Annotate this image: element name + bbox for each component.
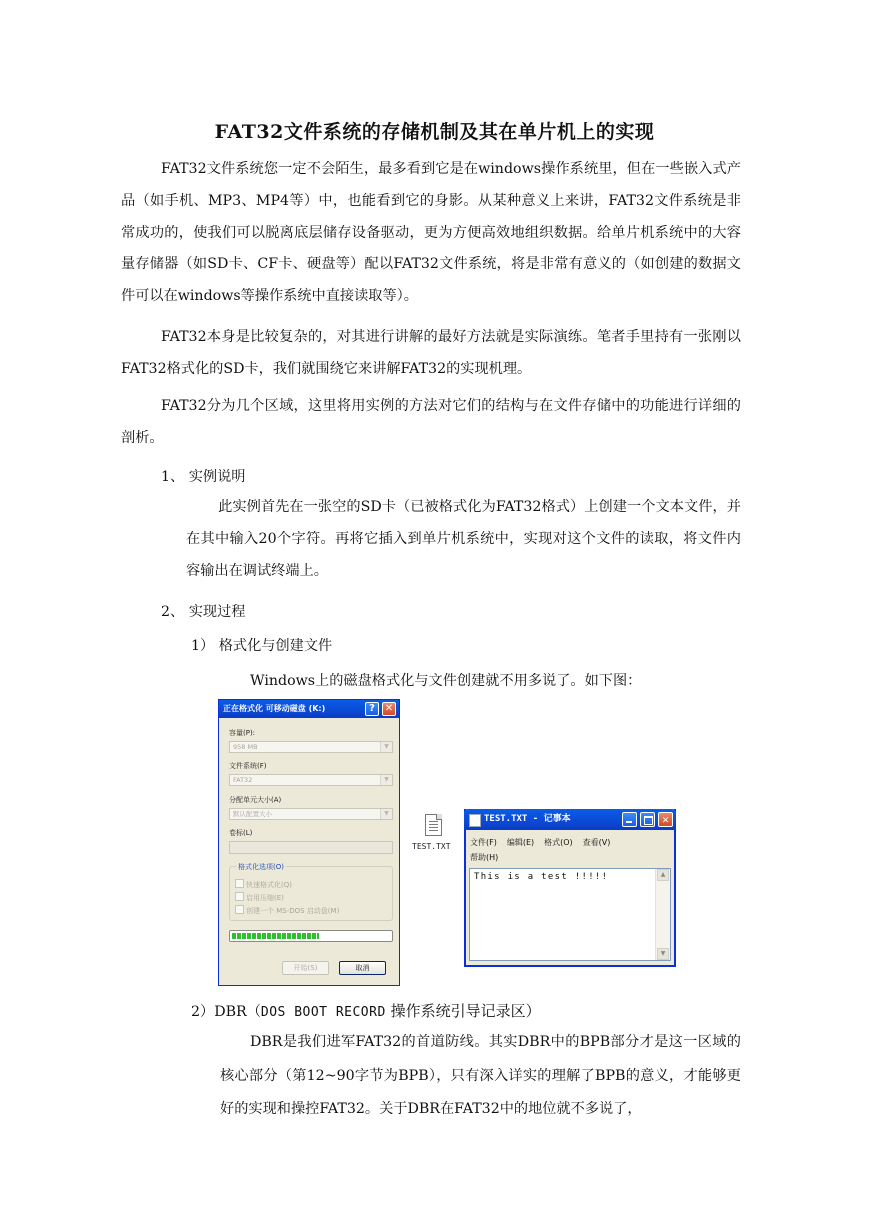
- paragraph-complexity: [121, 322, 741, 386]
- file-line: [429, 830, 438, 831]
- maximize-icon[interactable]: [640, 812, 655, 827]
- volume-label: 卷标(L): [229, 829, 253, 837]
- alloc-label: 分配单元大小(A): [229, 796, 282, 804]
- filesystem-value: FAT32: [233, 776, 253, 784]
- chevron-down-icon: ▼: [380, 742, 392, 752]
- section-1-body-text: 此实例首先在一张空的SD卡（已被格式化为FAT32格式）上创建一个文本文件，并在其中输入20个字符。再将它插入到单片机系统中，实现对这个文件的读取，将文件内容输出在调试终端上。: [186, 499, 741, 579]
- alloc-select[interactable]: [229, 808, 393, 820]
- filesystem-label: 文件系统(F): [229, 762, 267, 770]
- vertical-scrollbar[interactable]: [655, 869, 670, 960]
- menu-file[interactable]: 文件(F): [470, 838, 497, 847]
- subsection-format-body: Windows上的磁盘格式化与文件创建就不用多说了。如下图：: [250, 673, 642, 689]
- format-options-title: 格式化选项(O): [238, 863, 284, 871]
- section-1-body: [186, 492, 741, 587]
- format-options-group: [229, 863, 393, 921]
- menu-view[interactable]: 查看(V): [582, 838, 611, 847]
- notepad-app-icon: [469, 814, 481, 827]
- subsection-dbr-body: [220, 1026, 741, 1127]
- close-icon[interactable]: ✕: [658, 812, 673, 827]
- chevron-down-icon: ▼: [380, 775, 392, 785]
- capacity-select[interactable]: [229, 741, 393, 753]
- capacity-value: 958 MB: [233, 743, 258, 751]
- paragraph-intro: [121, 154, 741, 313]
- notepad-titlebar: [464, 809, 676, 830]
- menu-help[interactable]: 帮助(H): [470, 853, 499, 862]
- notepad-menubar: [470, 835, 670, 865]
- file-icon-label[interactable]: TEST.TXT: [412, 842, 451, 851]
- quick-format-checkbox[interactable]: [235, 879, 292, 890]
- format-progress-fill: [232, 933, 319, 939]
- start-button[interactable]: 开始(S): [282, 961, 329, 975]
- cancel-button[interactable]: 取消: [339, 961, 386, 975]
- volume-input[interactable]: [229, 841, 393, 854]
- file-line: [429, 821, 438, 822]
- msdos-startup-label: 创建一个 MS-DOS 启动盘(M): [246, 907, 340, 915]
- compression-label: 启用压缩(E): [246, 894, 284, 902]
- subsection-format-heading: 1） 格式化与创建文件: [191, 638, 333, 654]
- notepad-text-area[interactable]: [469, 868, 671, 961]
- dbr-heading-mono: DOS BOOT RECORD: [260, 1005, 386, 1020]
- close-icon[interactable]: ✕: [382, 702, 396, 716]
- file-line: [429, 824, 438, 825]
- format-dialog: [218, 699, 400, 986]
- notepad-title: TEST.TXT - 记事本: [484, 814, 571, 824]
- document-title: FAT32文件系统的存储机制及其在单片机上的实现: [214, 121, 655, 143]
- filesystem-select[interactable]: [229, 774, 393, 786]
- minimize-icon[interactable]: [622, 812, 637, 827]
- format-dialog-title: 正在格式化 可移动磁盘 (K:): [223, 704, 326, 713]
- text-file-icon[interactable]: [425, 814, 442, 836]
- notepad-content: This is a test !!!!!: [474, 872, 609, 882]
- file-fold-corner: [436, 814, 442, 820]
- scroll-up-icon[interactable]: ▲: [657, 869, 669, 881]
- help-icon[interactable]: ?: [365, 702, 379, 716]
- paragraph-intro-text: FAT32文件系统您一定不会陌生，最多看到它是在windows操作系统里，但在一些嵌入式产品（如手机、MP3、MP4等）中，也能看到它的身影。从某种意义上来讲，FAT32文件系统是非常成功的，使我们可以脱离底层储存设备驱动，更为方便高效地组织数据。给单片机系统中的大容量存储器（如SD卡、CF卡、硬盘等）配以FAT32文件系统，将是非常有意义的（如创建的数据文件可以在windows等操作系统中直接读取等）。: [121, 161, 741, 305]
- dbr-heading-prefix: 2）DBR（: [191, 1004, 261, 1020]
- dbr-body-text: DBR是我们进军FAT32的首道防线。其实DBR中的BPB部分才是这一区域的核心部分（第12~90字节为BPB），只有深入详实的理解了BPB的意义，才能够更好的实现和操控FAT32。关于DBR在FAT32中的地位就不多说了，: [220, 1034, 741, 1118]
- menu-format[interactable]: 格式(O): [544, 838, 573, 847]
- notepad-window: [464, 809, 676, 967]
- chevron-down-icon: ▼: [380, 809, 392, 819]
- subsection-dbr-heading: [191, 1000, 541, 1021]
- format-dialog-titlebar: [219, 700, 399, 718]
- format-progress-bar: [229, 930, 393, 942]
- file-line: [429, 827, 438, 828]
- paragraph-regions: [121, 391, 741, 455]
- dbr-heading-suffix: 操作系统引导记录区）: [385, 1002, 541, 1020]
- scroll-down-icon[interactable]: ▼: [657, 948, 669, 960]
- section-1-heading: 1、 实例说明: [161, 469, 246, 485]
- paragraph-regions-text: FAT32分为几个区域，这里将用实例的方法对它们的结构与在文件存储中的功能进行详细的剖析。: [121, 398, 741, 446]
- alloc-value: 默认配置大小: [233, 810, 272, 818]
- capacity-label: 容量(P):: [229, 729, 256, 737]
- compression-checkbox[interactable]: [235, 892, 284, 903]
- menu-edit[interactable]: 编辑(E): [506, 838, 535, 847]
- msdos-startup-checkbox[interactable]: [235, 905, 339, 916]
- section-2-heading: 2、 实现过程: [161, 604, 246, 620]
- paragraph-complexity-text: FAT32本身是比较复杂的，对其进行讲解的最好方法就是实际演练。笔者手里持有一张刚以FAT32格式化的SD卡，我们就围绕它来讲解FAT32的实现机理。: [121, 329, 741, 377]
- quick-format-label: 快速格式化(Q): [246, 881, 292, 889]
